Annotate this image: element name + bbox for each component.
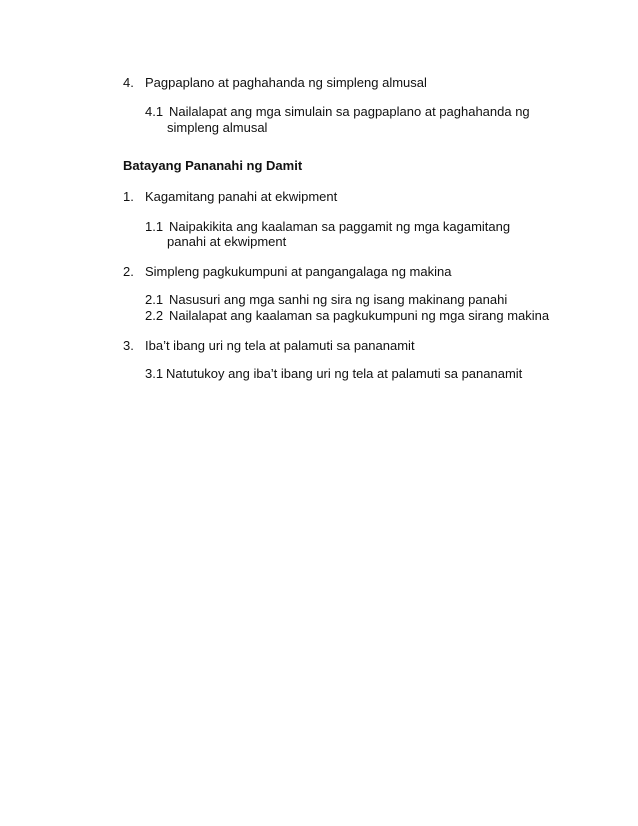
item-number: 1.1 — [145, 219, 164, 234]
section-number: 2. — [123, 264, 134, 279]
item-text-continued: simpleng almusal — [167, 120, 268, 135]
item-text-continued: panahi at ekwipment — [167, 234, 287, 249]
item-text: Natutukoy ang iba’t ibang uri ng tela at palamuti sa pananamit — [166, 366, 523, 381]
item-text: Nailalapat ang mga simulain sa pagpaplano at paghahanda ng — [169, 104, 530, 119]
item-text: Nasusuri ang mga sanhi ng sira ng isang makinang panahi — [169, 292, 508, 307]
section-number: 3. — [123, 338, 134, 353]
section-heading: Batayang Pananahi ng Damit — [123, 158, 303, 173]
item-number: 2.2 — [145, 308, 164, 323]
section-number: 1. — [123, 189, 134, 204]
section-title: Iba’t ibang uri ng tela at palamuti sa pananamit — [145, 338, 415, 353]
item-number: 3.1 — [145, 366, 164, 381]
section-title: Kagamitang panahi at ekwipment — [145, 189, 338, 204]
item-number: 2.1 — [145, 292, 164, 307]
section-title: Simpleng pagkukumpuni at pangangalaga ng makina — [145, 264, 452, 279]
item-number: 4.1 — [145, 104, 164, 119]
section-number: 4. — [123, 75, 134, 90]
section-title: Pagpaplano at paghahanda ng simpleng almusal — [145, 75, 427, 90]
item-text: Nailalapat ang kaalaman sa pagkukumpuni ng mga sirang makina — [169, 308, 550, 323]
item-text: Naipakikita ang kaalaman sa paggamit ng mga kagamitang — [169, 219, 511, 234]
